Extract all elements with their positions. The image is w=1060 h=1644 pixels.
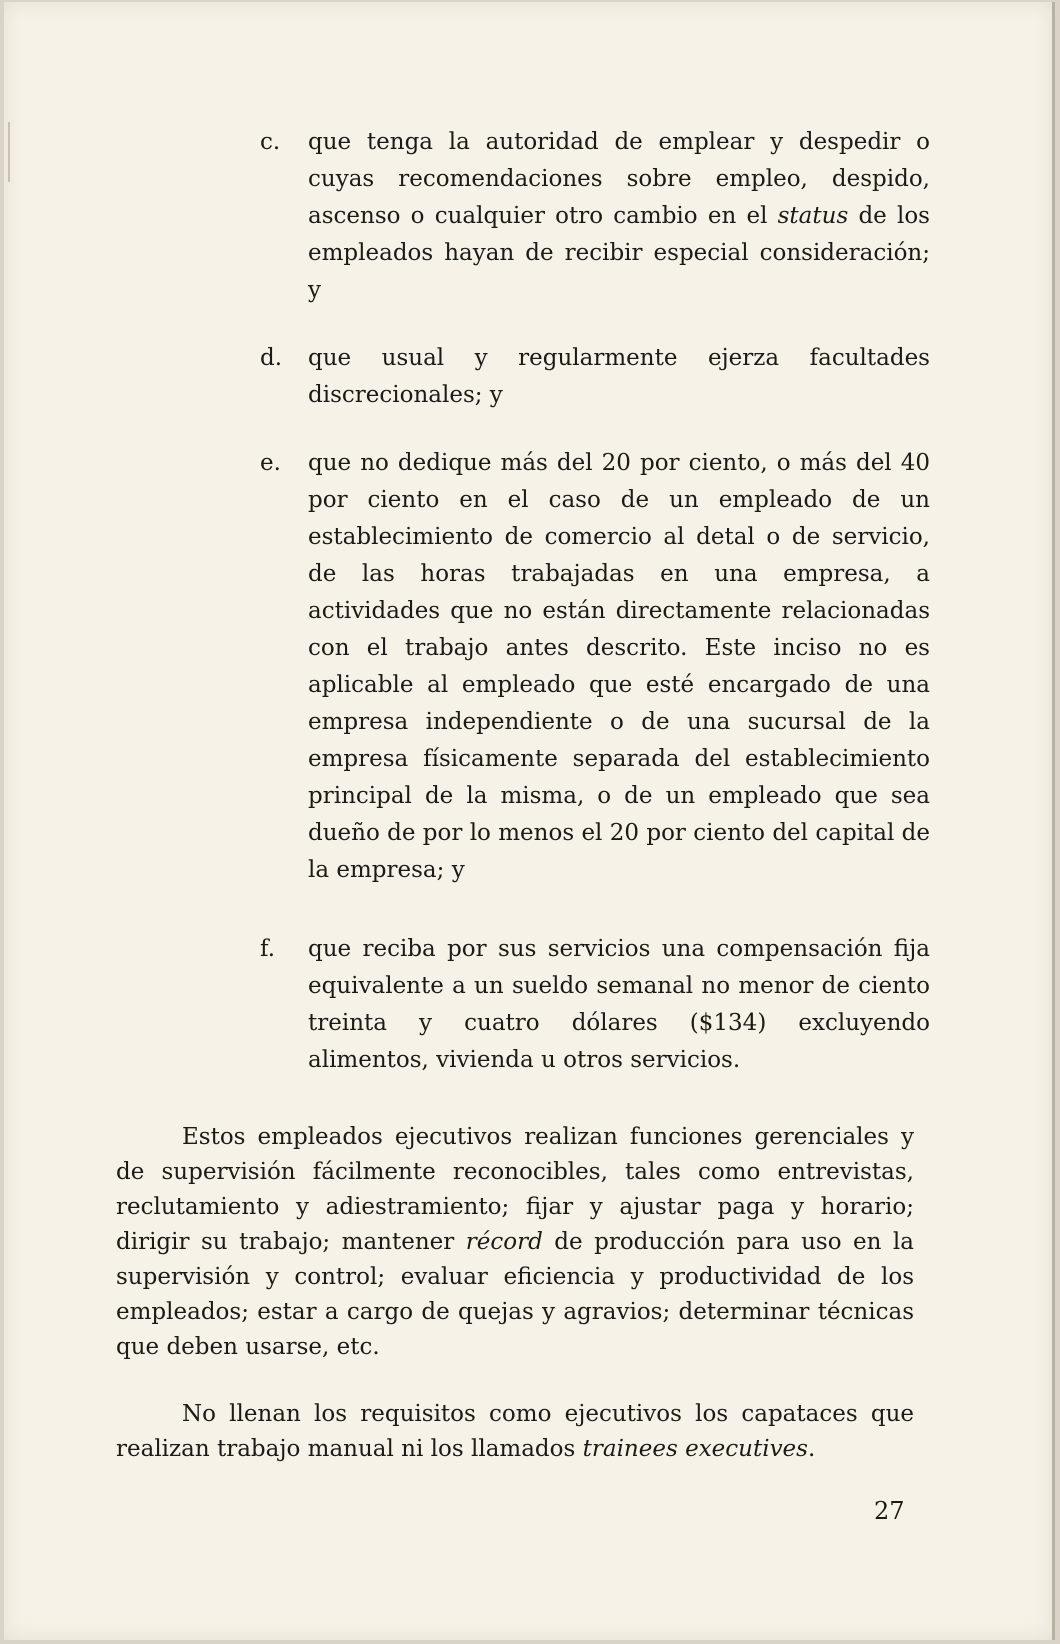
italic-term-trainees: trainees executives xyxy=(582,1436,808,1462)
list-marker-e: e. xyxy=(260,450,281,476)
list-item-d xyxy=(260,340,930,414)
list-item-f xyxy=(260,931,930,1079)
italic-term-status: status xyxy=(777,203,849,229)
list-item-c-text: que tenga la autoridad de emplear y despedir o cuyas recomendaciones sobre empleo, despido, ascenso o cualquier otro cambio en el status de los empleados hayan de recibir especial consideración; y xyxy=(308,129,930,303)
list-item-e-text: que no dedique más del 20 por ciento, o más del 40 por ciento en el caso de un empleado de un establecimiento de comercio al detal o de servicio, de las horas trabajadas en una empresa, a actividades que no están directamente relacionadas con el trabajo antes descrito. Este inciso no es aplicable al empleado que esté encargado de una empresa independiente o de una sucursal de la empresa físicamente separada del establecimiento principal de la misma, o de un empleado que sea dueño de por lo menos el 20 por ciento del capital de la empresa; y xyxy=(308,450,930,883)
list-item-e xyxy=(260,445,930,889)
list-marker-d: d. xyxy=(260,345,283,371)
list-marker-f: f. xyxy=(260,936,276,962)
list-item-c xyxy=(260,124,930,309)
list-marker-c: c. xyxy=(260,129,281,155)
list-item-f-text: que reciba por sus servicios una compensación fija equivalente a un sueldo semanal no menor de ciento treinta y cuatro dólares ($134) excluyendo alimentos, vivienda u otros servicios. xyxy=(308,936,930,1073)
italic-term-record: récord xyxy=(465,1229,543,1255)
book-page xyxy=(4,2,1055,1640)
page-number: 27 xyxy=(874,1497,905,1525)
paragraph-executive-functions: Estos empleados ejecutivos realizan funciones gerenciales y de supervisión fácilmente reconocibles, tales como entrevistas, reclutamiento y adiestramiento; fijar y ajustar paga y horario; dirigir su trabajo; mantener récord de producción para uso en la supervisión y control; evaluar eficiencia y productividad de los empleados; estar a cargo de quejas y agravios; determinar técnicas que deben usarse, etc. xyxy=(116,1124,914,1360)
paragraph-foremen: No llenan los requisitos como ejecutivos los capataces que realizan trabajo manual ni los llamados trainees executives. xyxy=(116,1401,914,1462)
list-item-d-text: que usual y regularmente ejerza facultades discrecionales; y xyxy=(308,345,930,408)
page-edge-mark xyxy=(8,122,10,182)
